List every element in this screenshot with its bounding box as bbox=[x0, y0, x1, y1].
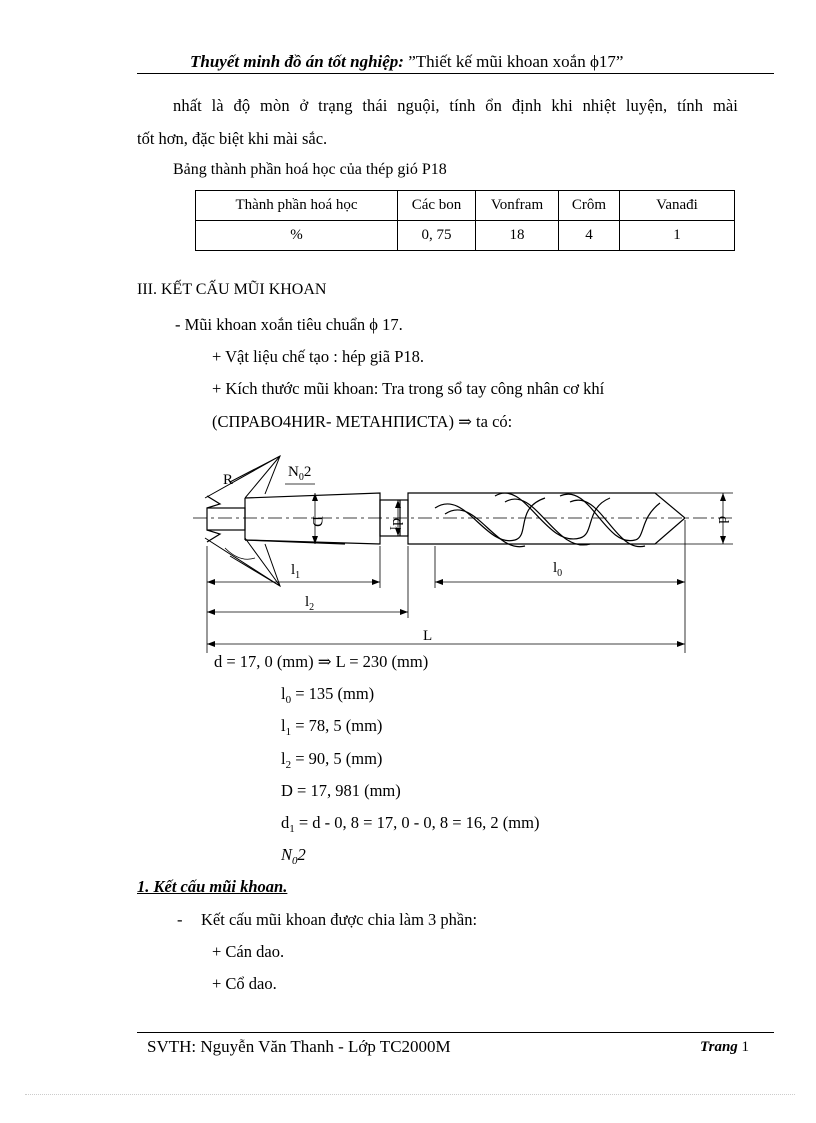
header-title-plain: ”Thiết kế mũi khoan xoắn ϕ17” bbox=[403, 52, 624, 71]
label-L: L bbox=[423, 628, 433, 644]
dim-l1: $l_1 = 78$, 5 (mm) bbox=[281, 716, 383, 738]
table-header-cell: Crôm bbox=[559, 191, 620, 221]
table-header-cell: Vanađi bbox=[620, 191, 735, 221]
table-header-row bbox=[196, 191, 735, 221]
footer-author: SVTH: Nguyễn Văn Thanh - Lớp TC2000M bbox=[147, 1037, 451, 1056]
footer-page-number: 1 bbox=[741, 1039, 750, 1055]
intro-line-2: tốt hơn, đặc biệt khi mài sắc. bbox=[137, 129, 328, 148]
header-rule bbox=[137, 73, 774, 74]
chemical-composition-table bbox=[195, 190, 735, 251]
section-1-item-2: + Cán dao. bbox=[212, 942, 285, 961]
section-1-heading: 1. Kết cấu mũi khoan. bbox=[137, 877, 288, 896]
dim-d-L: d = 17, 0 (mm) ⇒ L = 230 (mm) bbox=[214, 652, 429, 671]
footer-page bbox=[700, 1039, 749, 1056]
section-3-item-1: - Mũi khoan xoắn tiêu chuẩn ϕ 17. bbox=[175, 315, 403, 334]
section-3-item-3: + Kích thước mũi khoan: Tra trong sổ tay công nhân cơ khí bbox=[212, 379, 605, 398]
label-l0: $l_0$ bbox=[553, 560, 563, 579]
section-1-dash: - bbox=[177, 910, 183, 929]
table-cell: 4 bbox=[559, 221, 620, 251]
section-1-item-3: + Cổ dao. bbox=[212, 974, 277, 993]
label-R: R bbox=[223, 472, 234, 488]
label-D: D bbox=[309, 516, 325, 527]
table-header-cell: Thành phần hoá học bbox=[196, 191, 398, 221]
drill-body bbox=[408, 493, 685, 544]
table-caption: Bảng thành phần hoá học của thép gió P18 bbox=[173, 161, 447, 178]
section-1-item-1: Kết cấu mũi khoan được chia làm 3 phần: bbox=[201, 910, 478, 929]
dim-D: D = 17, 981 (mm) bbox=[281, 781, 401, 800]
table-cell: 18 bbox=[476, 221, 559, 251]
page-header bbox=[190, 52, 623, 72]
label-N0-2: $N_02$ bbox=[288, 464, 312, 483]
header-title-italic: Thuyết minh đồ án tốt nghiệp: bbox=[190, 52, 404, 71]
twist-drill-drawing bbox=[185, 448, 745, 660]
dim-N0-2: $N_02$ bbox=[281, 845, 306, 867]
label-d: d bbox=[715, 516, 731, 524]
label-d1: $d_1$ bbox=[387, 518, 405, 531]
table-cell: 0, 75 bbox=[398, 221, 476, 251]
dim-l2: $l_2 = 90$, 5 (mm) bbox=[281, 749, 383, 771]
table-header-cell: Các bon bbox=[398, 191, 476, 221]
label-l1: $l_1$ bbox=[291, 562, 301, 581]
dim-d1: $d_1 = d - 0$, 8 = 17, 0 - 0, 8 = 16, 2 (mm) bbox=[281, 813, 540, 835]
section-3-heading: III. KẾT CẤU MŨI KHOAN bbox=[137, 281, 327, 298]
section-3-item-4: (CПPABO4HИR- METAHПИCTA) ⇒ ta có: bbox=[212, 412, 513, 431]
table-cell: % bbox=[196, 221, 398, 251]
page-bottom-dotted-line bbox=[25, 1094, 795, 1095]
table-row bbox=[196, 221, 735, 251]
table-header-cell: Vonfram bbox=[476, 191, 559, 221]
footer-rule bbox=[137, 1032, 774, 1033]
label-l2: $l_2$ bbox=[305, 594, 315, 613]
dim-l0: $l_0 = 135$ (mm) bbox=[281, 684, 375, 706]
intro-line-1: nhất là độ mòn ở trạng thái nguội, tính ổn định khi nhiệt luyện, tính mài bbox=[173, 96, 738, 115]
drill-tang bbox=[207, 508, 245, 530]
table-cell: 1 bbox=[620, 221, 735, 251]
footer-page-label: Trang bbox=[700, 1039, 738, 1055]
section-3-item-2: + Vật liệu chế tạo : hép giã P18. bbox=[212, 347, 424, 366]
